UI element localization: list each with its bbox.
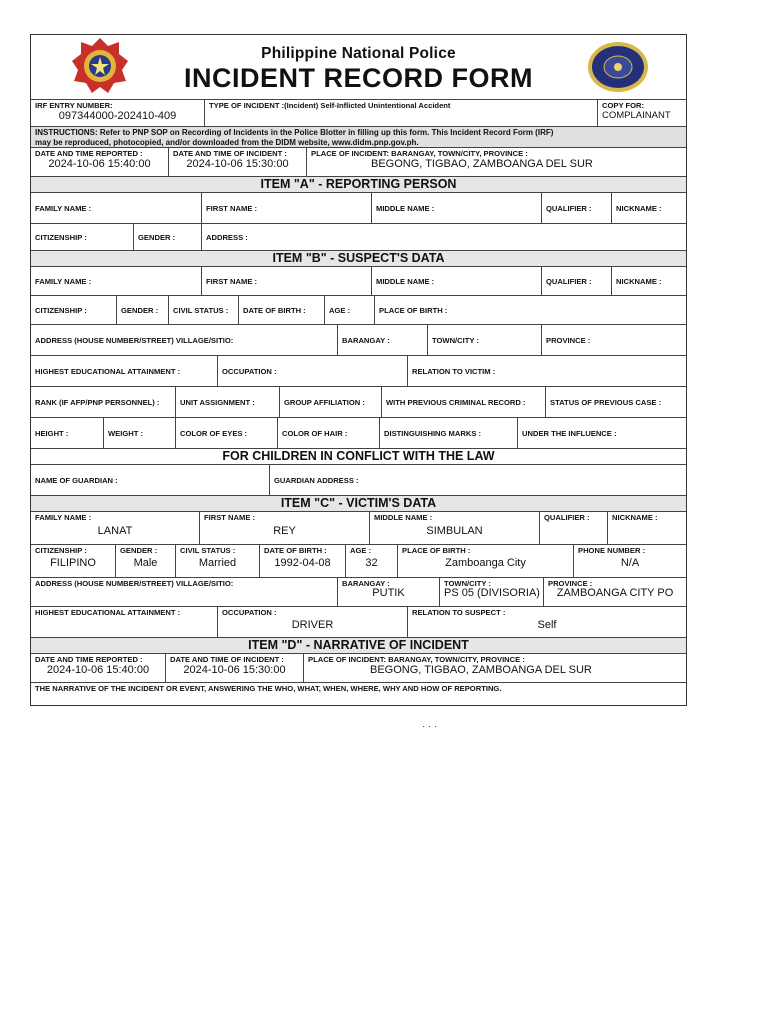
form-header [31, 35, 686, 99]
a-first-name-label: FIRST NAME : [206, 203, 258, 213]
item-d-header: ITEM "D" - NARRATIVE OF INCIDENT [31, 637, 686, 653]
irf-entry-cell [31, 100, 204, 126]
a-address-label: ADDRESS : [206, 232, 248, 242]
c-barangay-cell[interactable] [337, 578, 439, 606]
b-civil-status-cell[interactable] [168, 296, 238, 324]
c-first-name-label: FIRST NAME : [204, 513, 256, 522]
c-address-label: ADDRESS (HOUSE NUMBER/STREET) VILLAGE/SITIO: [35, 579, 234, 588]
b-unit-label: UNIT ASSIGNMENT : [180, 397, 255, 407]
c-citizenship-cell[interactable] [31, 545, 115, 577]
c-occupation-label: OCCUPATION : [222, 608, 277, 617]
c-age-label: AGE : [350, 546, 372, 555]
b-group-label: GROUP AFFILIATION : [284, 397, 365, 407]
c-first-name-cell[interactable] [199, 512, 369, 544]
item-d-report-row [31, 653, 686, 682]
a-nickname-cell[interactable] [611, 193, 686, 223]
b-group-cell[interactable] [279, 387, 381, 417]
c-province-value: ZAMBOANGA CITY PO [556, 587, 674, 599]
copy-for-value: COMPLAINANT [602, 110, 671, 121]
b-rank-label: RANK (IF AFP/PNP PERSONNEL) : [35, 397, 160, 407]
b-marks-label: DISTINGUISHING MARKS : [384, 428, 482, 438]
c-pob-cell[interactable] [397, 545, 573, 577]
c-nickname-cell[interactable] [607, 512, 686, 544]
agency-name: Philippine National Police [261, 45, 456, 62]
c-dob-label: DATE OF BIRTH : [264, 546, 327, 555]
b-first-name-label: FIRST NAME : [206, 276, 258, 286]
c-citizenship-label: CITIZENSHIP : [35, 546, 87, 555]
c-qualifier-cell[interactable] [539, 512, 607, 544]
item-c-education-row [31, 606, 686, 637]
b-town-label: TOWN/CITY : [432, 335, 479, 345]
a-qualifier-cell[interactable] [541, 193, 611, 223]
didm-seal-icon [587, 41, 649, 93]
d-date-incident-label: DATE AND TIME OF INCIDENT : [170, 655, 284, 664]
b-hair-cell[interactable] [277, 418, 379, 448]
narrative-cell[interactable] [31, 683, 686, 697]
d-date-incident-value: 2024-10-06 15:30:00 [183, 664, 286, 676]
d-date-reported-value: 2024-10-06 15:40:00 [46, 664, 150, 676]
b-first-name-cell[interactable] [201, 267, 371, 295]
d-place-incident-value: BEGONG, TIGBAO, ZAMBOANGA DEL SUR [370, 664, 592, 676]
b-height-cell[interactable] [31, 418, 103, 448]
item-a-name-row [31, 192, 686, 223]
b-middle-name-cell[interactable] [371, 267, 541, 295]
c-relation-label: RELATION TO SUSPECT : [412, 608, 506, 617]
incident-type-cell [204, 100, 597, 126]
copy-for-cell [597, 100, 686, 126]
children-header: FOR CHILDREN IN CONFLICT WITH THE LAW [31, 448, 686, 464]
c-civil-status-value: Married [198, 557, 237, 569]
incident-type-label: TYPE OF INCIDENT :(Incident) Self-Inflicted Unintentional Accident [209, 101, 451, 110]
b-marks-cell[interactable] [379, 418, 517, 448]
a-first-name-cell[interactable] [201, 193, 371, 223]
b-barangay-cell[interactable] [337, 325, 427, 355]
c-education-cell[interactable] [31, 607, 217, 637]
c-town-cell[interactable] [439, 578, 543, 606]
item-d-narrative-row [31, 682, 686, 697]
place-incident-label: PLACE OF INCIDENT: BARANGAY, TOWN/CITY, PROVINCE : [311, 149, 528, 158]
c-middle-name-value: SIMBULAN [426, 525, 483, 537]
a-gender-label: GENDER : [138, 232, 176, 242]
b-education-label: HIGHEST EDUCATIONAL ATTAINMENT : [35, 366, 181, 376]
entry-row [31, 99, 686, 126]
c-nickname-label: NICKNAME : [612, 513, 658, 522]
c-town-value: PS 05 (DIVISORIA) [444, 587, 540, 599]
a-citizenship-label: CITIZENSHIP : [35, 232, 87, 242]
c-age-cell[interactable] [345, 545, 397, 577]
b-weight-label: WEIGHT : [108, 428, 144, 438]
b-eyes-label: COLOR OF EYES : [180, 428, 248, 438]
b-eyes-cell[interactable] [175, 418, 277, 448]
b-pob-label: PLACE OF BIRTH : [379, 305, 448, 315]
c-relation-value: Self [537, 619, 557, 631]
b-citizenship-label: CITIZENSHIP : [35, 305, 87, 315]
c-gender-cell[interactable] [115, 545, 175, 577]
b-influence-cell[interactable] [517, 418, 686, 448]
scan-speck: ⋅ ⋅ ⋅ [422, 722, 438, 733]
b-dob-label: DATE OF BIRTH : [243, 305, 306, 315]
c-barangay-label: BARANGAY : [342, 579, 390, 588]
form-title: INCIDENT RECORD FORM [184, 63, 533, 93]
date-incident-cell [168, 148, 306, 176]
b-town-cell[interactable] [427, 325, 541, 355]
c-family-name-value: LANAT [97, 525, 133, 537]
date-reported-cell [31, 148, 168, 176]
a-nickname-label: NICKNAME : [616, 203, 662, 213]
irf-entry-label: IRF ENTRY NUMBER: [35, 101, 113, 110]
c-civil-status-label: CIVIL STATUS : [180, 546, 236, 555]
b-relation-cell[interactable] [407, 356, 686, 386]
guardian-name-cell[interactable] [31, 465, 269, 495]
a-middle-name-label: MIDDLE NAME : [376, 203, 435, 213]
c-family-name-cell[interactable] [31, 512, 199, 544]
c-age-value: 32 [365, 557, 378, 569]
b-citizenship-cell[interactable] [31, 296, 116, 324]
b-civil-status-label: CIVIL STATUS : [173, 305, 229, 315]
c-first-name-value: REY [273, 525, 296, 537]
b-status-case-label: STATUS OF PREVIOUS CASE : [550, 397, 662, 407]
b-province-label: PROVINCE : [546, 335, 591, 345]
guardian-name-label: NAME OF GUARDIAN : [35, 475, 118, 485]
d-date-reported-label: DATE AND TIME REPORTED : [35, 655, 143, 664]
d-date-reported-cell [31, 654, 165, 682]
b-gender-label: GENDER : [121, 305, 159, 315]
place-incident-cell [306, 148, 686, 176]
report-row [31, 147, 686, 176]
b-gender-cell[interactable] [116, 296, 168, 324]
item-a-citizen-row [31, 223, 686, 250]
item-c-citizen-row [31, 544, 686, 577]
b-province-cell[interactable] [541, 325, 686, 355]
c-province-cell[interactable] [543, 578, 686, 606]
item-b-physical-row [31, 417, 686, 448]
c-family-name-label: FAMILY NAME : [35, 513, 92, 522]
b-middle-name-label: MIDDLE NAME : [376, 276, 435, 286]
place-incident-value: BEGONG, TIGBAO, ZAMBOANGA DEL SUR [371, 158, 593, 170]
item-c-name-row [31, 511, 686, 544]
b-nickname-cell[interactable] [611, 267, 686, 295]
c-address-cell[interactable] [31, 578, 337, 606]
b-qualifier-label: QUALIFIER : [546, 276, 592, 286]
c-occupation-value: DRIVER [291, 619, 334, 631]
c-phone-label: PHONE NUMBER : [578, 546, 646, 555]
item-c-address-row [31, 577, 686, 606]
b-education-cell[interactable] [31, 356, 217, 386]
incident-record-form [30, 34, 687, 706]
c-town-label: TOWN/CITY : [444, 579, 491, 588]
date-reported-label: DATE AND TIME REPORTED : [35, 149, 143, 158]
b-height-label: HEIGHT : [35, 428, 69, 438]
c-phone-cell[interactable] [573, 545, 686, 577]
c-qualifier-label: QUALIFIER : [544, 513, 590, 522]
b-barangay-label: BARANGAY : [342, 335, 390, 345]
a-address-cell[interactable] [201, 224, 686, 250]
c-gender-value: Male [133, 557, 158, 569]
item-b-education-row [31, 355, 686, 386]
a-middle-name-cell[interactable] [371, 193, 541, 223]
b-occupation-cell[interactable] [217, 356, 407, 386]
b-criminal-record-label: WITH PREVIOUS CRIMINAL RECORD : [386, 397, 526, 407]
b-criminal-record-cell[interactable] [381, 387, 545, 417]
c-middle-name-cell[interactable] [369, 512, 539, 544]
b-hair-label: COLOR OF HAIR : [282, 428, 348, 438]
irf-entry-value: 097344000-202410-409 [58, 110, 177, 122]
c-phone-value: N/A [620, 557, 640, 569]
b-weight-cell[interactable] [103, 418, 175, 448]
b-address-cell[interactable] [31, 325, 337, 355]
c-dob-value: 1992-04-08 [274, 557, 331, 569]
c-barangay-value: PUTIK [372, 587, 405, 599]
d-date-incident-cell [165, 654, 303, 682]
b-relation-label: RELATION TO VICTIM : [412, 366, 496, 376]
a-citizenship-cell[interactable] [31, 224, 133, 250]
instructions-line-2: may be reproduced, photocopied, and/or downloaded from the DIDM website, www.didm.pnp.gov.ph. [35, 138, 419, 147]
date-incident-value: 2024-10-06 15:30:00 [186, 158, 289, 170]
narrative-label: THE NARRATIVE OF THE INCIDENT OR EVENT, ANSWERING THE WHO, WHAT, WHEN, WHERE, WHY AND HOW OF REPORTING. [35, 684, 502, 693]
c-occupation-cell[interactable] [217, 607, 407, 637]
item-b-address-row [31, 324, 686, 355]
c-province-label: PROVINCE : [548, 579, 593, 588]
b-influence-label: UNDER THE INFLUENCE : [522, 428, 617, 438]
item-a-header: ITEM "A" - REPORTING PERSON [31, 176, 686, 192]
c-pob-label: PLACE OF BIRTH : [402, 546, 471, 555]
b-unit-cell[interactable] [175, 387, 279, 417]
b-family-name-cell[interactable] [31, 267, 201, 295]
c-gender-label: GENDER : [120, 546, 158, 555]
b-qualifier-cell[interactable] [541, 267, 611, 295]
c-pob-value: Zamboanga City [445, 557, 526, 569]
d-place-incident-cell [303, 654, 686, 682]
item-b-name-row [31, 266, 686, 295]
d-place-incident-label: PLACE OF INCIDENT: BARANGAY, TOWN/CITY, PROVINCE : [308, 655, 525, 664]
instructions [31, 126, 686, 147]
item-c-header: ITEM "C" - VICTIM'S DATA [31, 495, 686, 511]
c-relation-cell[interactable] [407, 607, 686, 637]
b-dob-cell[interactable] [238, 296, 324, 324]
c-citizenship-value: FILIPINO [50, 557, 96, 569]
guardian-address-cell[interactable] [269, 465, 686, 495]
children-row [31, 464, 686, 495]
item-b-header: ITEM "B" - SUSPECT'S DATA [31, 250, 686, 266]
item-b-citizen-row [31, 295, 686, 324]
b-family-name-label: FAMILY NAME : [35, 276, 92, 286]
b-rank-cell[interactable] [31, 387, 175, 417]
c-middle-name-label: MIDDLE NAME : [374, 513, 433, 522]
item-b-rank-row [31, 386, 686, 417]
b-address-label: ADDRESS (HOUSE NUMBER/STREET) VILLAGE/SITIO: [35, 335, 234, 345]
a-family-name-cell[interactable] [31, 193, 201, 223]
date-reported-value: 2024-10-06 15:40:00 [48, 158, 151, 170]
guardian-address-label: GUARDIAN ADDRESS : [274, 475, 359, 485]
c-civil-status-cell[interactable] [175, 545, 259, 577]
b-age-cell[interactable] [324, 296, 374, 324]
c-education-label: HIGHEST EDUCATIONAL ATTAINMENT : [35, 608, 181, 617]
a-family-name-label: FAMILY NAME : [35, 203, 92, 213]
copy-for-label: COPY FOR: [602, 101, 645, 110]
b-nickname-label: NICKNAME : [616, 276, 662, 286]
date-incident-label: DATE AND TIME OF INCIDENT : [173, 149, 287, 158]
a-gender-cell[interactable] [133, 224, 201, 250]
a-qualifier-label: QUALIFIER : [546, 203, 592, 213]
b-occupation-label: OCCUPATION : [222, 366, 277, 376]
b-pob-cell[interactable] [374, 296, 686, 324]
c-dob-cell[interactable] [259, 545, 345, 577]
instructions-line-1: INSTRUCTIONS: Refer to PNP SOP on Recording of Incidents in the Police Blotter in filling up this form. This Incident Record Form (IRF) [35, 128, 554, 137]
b-age-label: AGE : [329, 305, 351, 315]
b-status-case-cell[interactable] [545, 387, 686, 417]
